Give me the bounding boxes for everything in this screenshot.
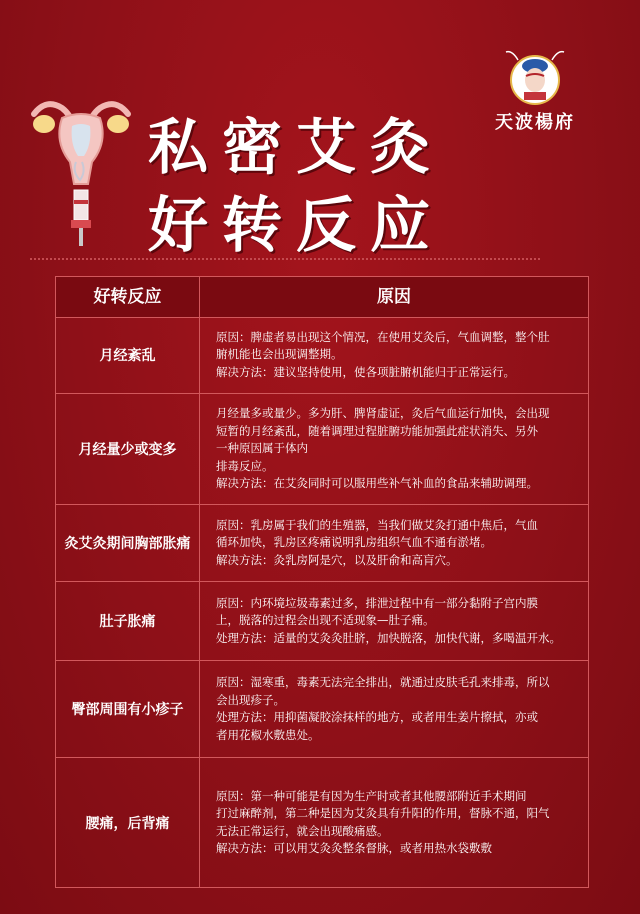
reason-text [216,758,578,887]
reaction-name: 肚子胀痛 [56,582,200,660]
opera-mask-logo-icon [504,46,566,108]
table-row [56,582,588,661]
reaction-name: 灸艾灸期间胸部胀痛 [56,505,200,581]
reason-line: 解决方法：建议坚持使用，使各项脏腑机能归于正常运行。 [216,364,515,379]
page-title-line-1: 私密艾灸 [148,113,444,183]
reason-line: 打过麻醉剂，第二种是因为艾灸具有升阳的作用，督脉不通，阳气 [216,806,550,820]
reaction-name: 月经紊乱 [56,317,200,393]
reaction-name: 腰痛，后背痛 [56,758,200,887]
reason-line: 月经量多或量少。多为肝、脾肾虚证，灸后气血运行加快，会出现 [216,406,550,421]
table-row [56,394,588,505]
reason-line: 腑机能也会出现调整期。 [216,347,343,362]
brand-name: 天波楊府 [495,112,575,133]
column-header-reaction: 好转反应 [56,277,200,317]
reason-text [216,505,578,581]
reaction-name: 月经量少或变多 [56,394,200,504]
reason-text [216,661,578,757]
table-row [56,505,588,582]
reaction-table [55,276,589,888]
reason-line: 会出现疹子。 [216,692,285,707]
reason-text [216,582,578,660]
reason-line: 解决方法：灸乳房阿是穴，以及肝俞和高肓穴。 [216,552,458,567]
reason-line: 原因：脾虚者易出现这个情况，在使用艾灸后，气血调整，整个肚 [216,329,550,344]
reason-line: 无法正常运行，就会出现酸痛感。 [216,823,389,838]
reason-line: 一种原因属于体内 [216,441,308,456]
reason-line: 处理方法：适量的艾灸灸肚脐，加快脱落，加快代谢，多喝温开水。 [216,630,561,645]
uterus-moxa-stick-icon [26,92,136,252]
page-title-line-2: 好转反应 [148,191,444,261]
reason-line: 短暂的月经紊乱，随着调理过程脏腑功能加强此症状消失、另外 [216,423,538,438]
reason-line: 排毒反应。 [216,458,274,473]
table-row [56,758,588,887]
reason-line: 原因：内环境垃圾毒素过多，排泄过程中有一部分黏附子宫内膜 [216,595,538,610]
column-header-reason: 原因 [377,287,411,307]
reason-line: 上，脱落的过程会出现不适现象—肚子痛。 [216,613,435,628]
table-row [56,317,588,394]
reason-line: 处理方法：用抑菌凝胶涂抹样的地方，或者用生姜片擦拭，亦或 [216,710,538,724]
reaction-name: 臀部周围有小疹子 [56,661,200,757]
reason-text [216,394,578,504]
table-row [56,661,588,758]
reason-line: 解决方法：可以用艾灸灸整条督脉，或者用热水袋敷敷 [216,841,492,855]
reason-line: 解决方法：在艾灸同时可以服用些补气补血的食品来辅助调理。 [216,476,538,491]
reason-line: 原因：第一种可能是有因为生产时或者其他腰部附近手术期间 [216,788,527,803]
reason-line: 循环加快，乳房区疼痛说明乳房组织气血不通有淤堵。 [216,535,492,550]
reason-line: 原因：湿寒重，毒素无法完全排出，就通过皮肤毛孔来排毒，所以 [216,675,550,689]
reason-line: 原因：乳房属于我们的生殖器，当我们做艾灸打通中焦后，气血 [216,517,538,532]
reason-text [216,317,578,393]
reason-line: 者用花椒水敷患处。 [216,727,320,742]
dotted-divider [30,258,540,260]
table-header [56,277,588,318]
